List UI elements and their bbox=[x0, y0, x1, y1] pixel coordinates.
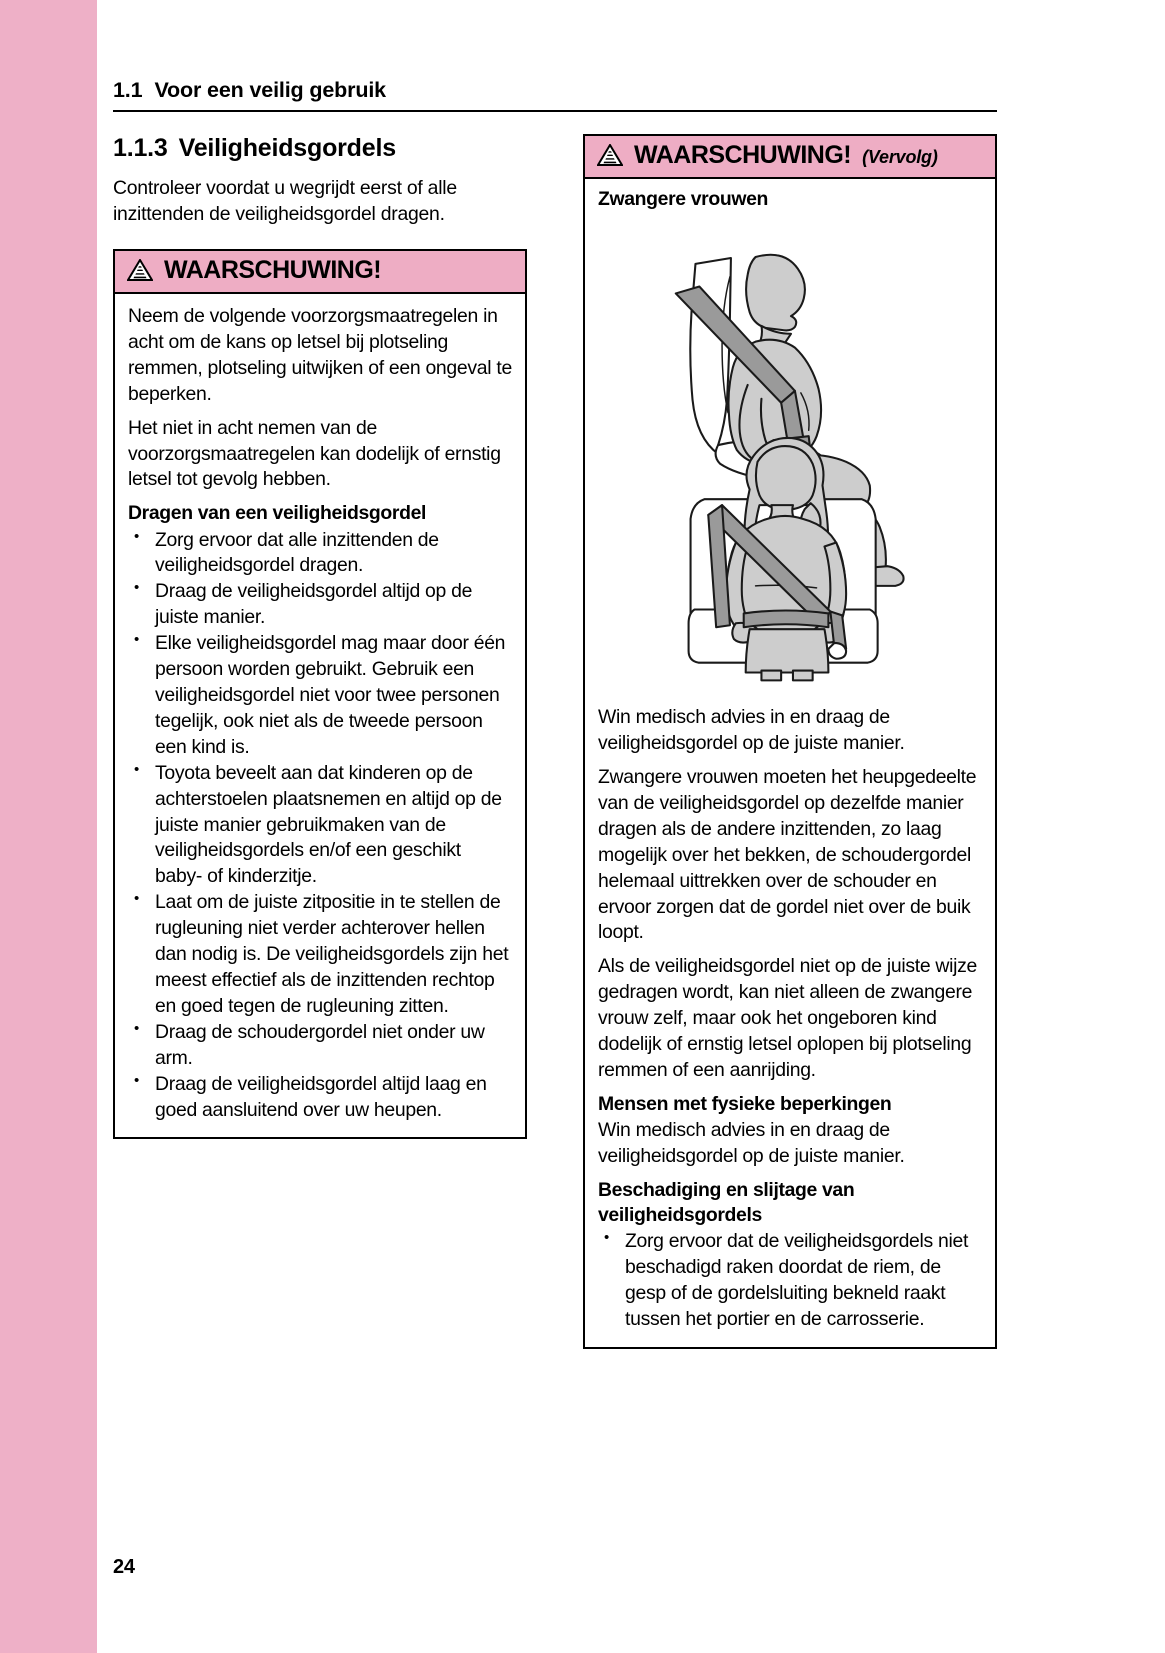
warning-paragraph: Het niet in acht nemen van de voorzorgsmaatregelen kan dodelijk of ernstig letsel tot gevolg hebben. bbox=[128, 416, 501, 491]
list-item: • Zorg ervoor dat de veiligheidsgordels niet beschadigd raken doordat de riem, de gesp of de gordelsluiting bekneld raakt tussen het portier en de carrosserie. bbox=[598, 1229, 982, 1333]
list-item: • Draag de veiligheidsgordel altijd laag en goed aansluitend over uw heupen. bbox=[128, 1072, 512, 1124]
warning-subheading-belt-damage-wear: Beschadiging en slijtage van veiligheidsgordels bbox=[598, 1178, 855, 1227]
warning-box-right-body bbox=[585, 179, 995, 1347]
warning-box-left-label: WAARSCHUWING! bbox=[164, 256, 382, 284]
warning-triangle-icon bbox=[597, 144, 623, 166]
two-column-body bbox=[113, 134, 997, 1349]
warning-box-right-header bbox=[585, 136, 995, 179]
warning-box-right-label: WAARSCHUWING! bbox=[634, 141, 852, 169]
list-item: • Draag de schoudergordel niet onder uw arm. bbox=[128, 1020, 512, 1072]
warning-box-left bbox=[113, 249, 527, 1139]
section-intro-paragraph: Controleer voordat u wegrijdt eerst of alle inzittenden de veiligheidsgordel dragen. bbox=[113, 177, 457, 225]
warning-paragraph: Neem de volgende voorzorgsmaatregelen in acht om de kans op letsel bij plotseling remmen, plotseling uitwijken of een ongeval te beperken. bbox=[128, 305, 512, 405]
warning-subheading-pregnant-women: Zwangere vrouwen bbox=[598, 188, 769, 210]
warning-box-left-body bbox=[115, 294, 525, 1137]
warning-bullet-list-right bbox=[598, 1229, 982, 1333]
list-item: • Laat om de juiste zitpositie in te stellen de rugleuning niet verder achterover hellen dan nodig is. De veiligheidsgordels zijn het meest effectief als de inzittenden rechtop en goed tegen de rugleuning zitten. bbox=[128, 890, 512, 1020]
warning-box-left-header bbox=[115, 251, 525, 294]
right-column bbox=[583, 134, 997, 1349]
page-content bbox=[113, 78, 997, 1498]
section-heading-text: Veiligheidsgordels bbox=[178, 134, 396, 162]
warning-subheading-physical-limitations: Mensen met fysieke beperkingen bbox=[598, 1092, 892, 1115]
page-number: 24 bbox=[113, 1556, 135, 1578]
running-head-title: Voor een veilig gebruik bbox=[154, 78, 386, 102]
section-number: 1.1.3 bbox=[113, 134, 168, 162]
list-item: • Toyota beveelt aan dat kinderen op de achterstoelen plaatsnemen en altijd op de juiste manier gebruikmaken van de veiligheidsgordels en/of een geschikt baby- of kinderzitje. bbox=[128, 761, 512, 891]
warning-bullet-list-left bbox=[128, 528, 512, 1124]
section-title bbox=[113, 134, 527, 163]
warning-triangle-icon bbox=[127, 259, 153, 281]
warning-paragraph: Zwangere vrouwen moeten het heupgedeelte van de veiligheidsgordel op dezelfde manier dragen als de andere inzittenden, zo laag mogelijk over het bekken, de schoudergordel helemaal uittrekken over de schouder en ervoor zorgen dat de gordel niet over de buik loopt. bbox=[598, 766, 977, 944]
running-head bbox=[113, 78, 997, 112]
running-head-number: 1.1 bbox=[113, 78, 143, 102]
pregnant-woman-seatbelt-illustration bbox=[598, 214, 982, 689]
list-item: • Draag de veiligheidsgordel altijd op de juiste manier. bbox=[128, 579, 512, 631]
warning-paragraph: Win medisch advies in en draag de veiligheidsgordel op de juiste manier. bbox=[598, 1119, 905, 1168]
warning-paragraph: Als de veiligheidsgordel niet op de juiste wijze gedragen wordt, kan niet alleen de zwangere vrouw zelf, maar ook het ongeboren kind dodelijk of ernstig letsel oplopen bij plotseling remmen of een aanrijding. bbox=[598, 955, 978, 1081]
list-item: • Elke veiligheidsgordel mag maar door één persoon worden gebruikt. Gebruik een veiligheidsgordel niet voor twee personen tegelijk, ook niet als de tweede persoon een kind is. bbox=[128, 631, 512, 761]
chapter-edge-tab bbox=[0, 0, 97, 1653]
warning-box-right bbox=[583, 134, 997, 1349]
warning-subheading-wearing-belt: Dragen van een veiligheidsgordel bbox=[128, 502, 427, 525]
list-item: • Zorg ervoor dat alle inzittenden de veiligheidsgordel dragen. bbox=[128, 528, 512, 580]
left-column bbox=[113, 134, 527, 1349]
warning-continued-marker: (Vervolg) bbox=[862, 147, 938, 167]
warning-paragraph: Win medisch advies in en draag de veiligheidsgordel op de juiste manier. bbox=[598, 706, 905, 755]
